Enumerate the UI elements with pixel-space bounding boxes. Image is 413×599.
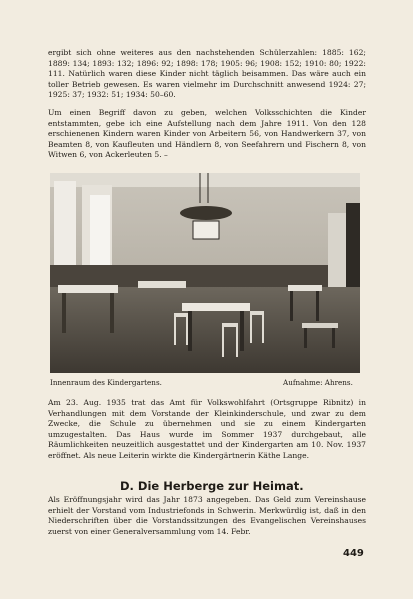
paragraph-social-origin: Um einen Begriff davon zu geben, welchen Volksschichten die Kinder entstammten, gebe ich eine Aufstellung nach dem Jahre 1911. Von den 128 erschienenen Kindern waren Kinder von Arbeitern 56, von Handwerkern 37, von Beamten 8, von Kaufleuten und Händlern 8, von Seefahrern und Fischern 8, von Witwen 6, von Ackerleuten 5. – xyxy=(48,108,366,160)
photo-credit: Aufnahme: Ahrens. xyxy=(283,378,353,387)
paragraph-kindergarten-history: Am 23. Aug. 1935 trat das Amt für Volkswohlfahrt (Ortsgruppe Ribnitz) in Verhandlungen mit dem Vorstande der Kleinkinderschule, und zwar zu dem Zwecke, die Schule zu übernehmen und sie zu einem Kindergarten umzugestalten. Das Haus wurde im Sommer 1937 durchgebaut, alle Räumlichkeiten neuzeitlich ausgestattet und der Kindergarten am 10. Nov. 1937 eröffnet. Als neue Leiterin wirkte die Kindergärtnerin Käthe Lange. xyxy=(48,398,366,460)
photo-illustration xyxy=(50,173,360,373)
section-heading: D. Die Herberge zur Heimat. xyxy=(120,479,304,493)
page-number: 449 xyxy=(343,548,364,559)
paragraph-school-numbers: ergibt sich ohne weiteres aus den nachstehenden Schülerzahlen: 1885: 162; 1889: 134; 1893: 132; 1896: 92; 1898: 178; 1905: 96; 1908: 152; 1910: 80; 1922: 111. Natürlich waren diese Kinder nicht täglich beisammen. Das wäre auch ein toller Betrieb gewesen. Es waren vielmehr im Durchschnitt anwesend 1924: 27; 1925: 37; 1932: 51; 1934: 50–60. xyxy=(48,48,366,100)
paragraph-herberge: Als Eröffnungsjahr wird das Jahr 1873 angegeben. Das Geld zum Vereinshause erhielt der Vorstand vom Industriefonds in Schwerin. Merkwürdig ist, daß in den Niederschriften über die Vorstandssitzungen des Evangelischen Vereinshauses zuerst von einer Generalversammlung vom 14. Febr. xyxy=(48,495,366,536)
photo-caption: Innenraum des Kindergartens. xyxy=(50,378,162,387)
kindergarten-interior-photo xyxy=(50,173,360,373)
